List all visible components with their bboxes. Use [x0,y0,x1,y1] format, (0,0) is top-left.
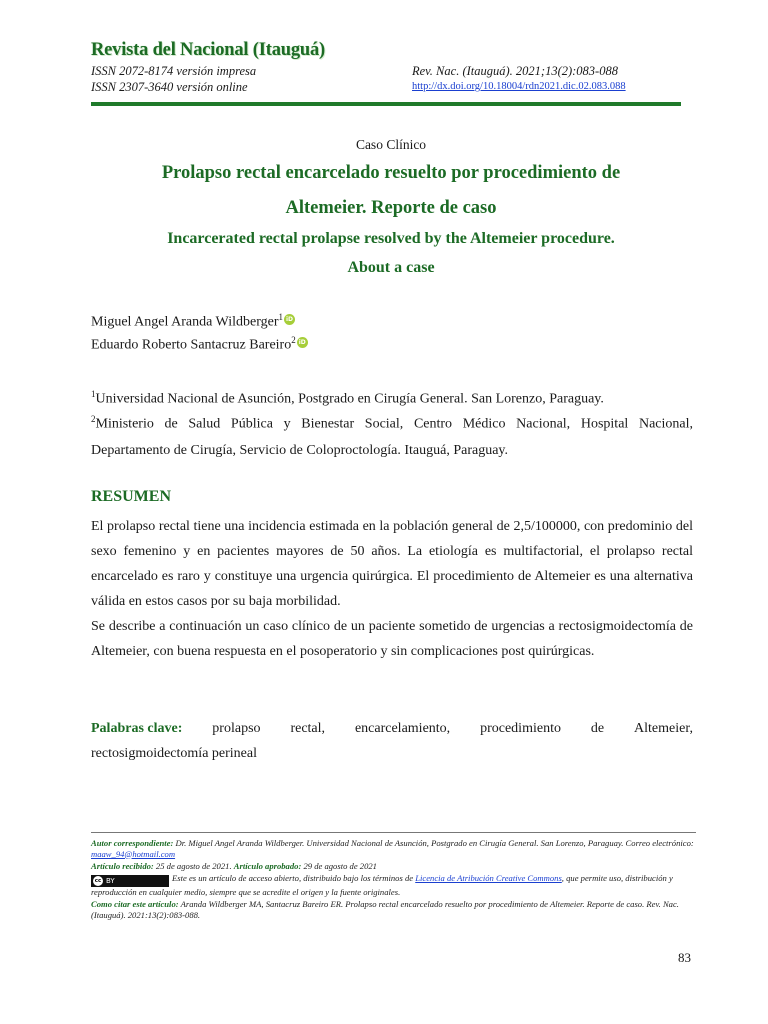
affiliation-2 [91,406,693,464]
approved-date: 29 de agosto de 2021 [301,861,377,871]
footnote-divider [91,832,696,833]
cc-badge-cc: cc [94,878,102,884]
cc-by-license-icon[interactable] [91,875,169,887]
abstract-heading: RESUMEN [91,488,172,505]
section-type: Caso Clínico [355,137,427,152]
author-name: Miguel Angel Aranda Wildberger [91,314,279,330]
affiliation-sup: 1 [91,389,96,399]
keyword-word: prolapso [212,721,261,736]
license-text-after: , que permite uso, distribución y reproducción en cualquier medio, siempre que se acredite el origen y la fuente originales. [91,873,673,897]
author-affil-sup: 1 [278,312,283,322]
author-name: Eduardo Roberto Santacruz Bareiro [91,337,292,353]
keyword-word: rectal, [290,721,326,736]
email-link[interactable]: maaw_94@hotmail.com [91,848,176,859]
keywords-line-2: rectosigmoidectomía perineal [91,746,257,761]
abstract-paragraph-2: Se describe a continuación un caso clínico de un paciente sometido de urgencias a rectosigmoidectomía de Altemeier, con buena respuesta en el posoperatorio y sin complicaciones post quirúrgicas. [91,619,693,659]
issn-online: ISSN 2307-3640 versión online [91,80,248,94]
issn-print: ISSN 2072-8174 versión impresa [91,64,257,78]
journal-name: Revista del Nacional (Itauguá) [91,40,325,60]
license-link[interactable]: Licencia de Atribución Creative Commons [415,873,562,883]
title-es-line2: Altemeier. Reporte de caso [285,198,497,218]
keyword-word: encarcelamiento, [354,721,451,736]
corresponding-author-note [91,838,697,859]
corresponding-text: Dr. Miguel Angel Aranda Wildberger. Universidad Nacional de Asunción, Postgrado en Cirugía General. San Lorenzo, Paraguay. Correo electrónico: [173,838,694,848]
journal-citation: Rev. Nac. (Itauguá). 2021;13(2):083-088 [412,64,618,78]
corresponding-label: Autor correspondiente: [91,838,174,848]
received-label: Artículo recibido: [91,861,154,871]
page-number: 83 [678,950,691,965]
affiliation-sup: 2 [91,414,96,424]
author-affil-sup: 2 [291,335,296,345]
license-note [91,873,697,898]
header-divider [91,102,681,106]
keyword-word: Altemeier, [634,721,693,736]
title-es-line1: Prolapso rectal encarcelado resuelto por procedimiento de [161,163,621,183]
title-en-line2: About a case [347,259,435,276]
dates-note [91,861,697,872]
cite-label: Como citar este artículo: [91,899,179,909]
keywords-label: Palabras clave: [91,721,183,736]
keywords-line-1 [91,716,693,741]
cc-badge-by: BY [106,877,115,885]
citation-note [91,899,697,920]
affiliation-text: Universidad Nacional de Asunción, Postgrado en Cirugía General. San Lorenzo, Paraguay. [95,391,604,407]
keyword-word: procedimiento [480,721,561,736]
affiliation-text: Ministerio de Salud Pública y Bienestar Social, Centro Médico Nacional, Hospital Nacional, Departamento de Cirugía, Servicio de Coloproctología. Itauguá, Paraguay. [91,416,693,458]
abstract-paragraph-1: El prolapso rectal tiene una incidencia estimada en la población general de 2,5/100000, con predominio del sexo femenino y en pacientes mayores de 50 años. La etiología es multifactorial, el prolapso rectal encarcelado es raro y constituye una urgencia quirúrgica. El procedimiento de Altemeier es una alternativa válida en estos casos por su baja morbilidad. [91,519,693,609]
license-text-before: Este es un artículo de acceso abierto, distribuido bajo los términos de [172,873,416,883]
title-en-line1: Incarcerated rectal prolapse resolved by the Altemeier procedure. [167,230,615,247]
cite-text: Aranda Wildberger MA, Santacruz Bareiro ER. Prolapso rectal encarcelado resuelto por procedimiento de Altemeier. Reporte de caso. Rev. Nac. (Itauguá). 2021:13(2):083-088. [91,899,679,920]
doi-link[interactable]: http://dx.doi.org/10.18004/rdn2021.dic.02.083.088 [412,81,626,92]
orcid-icon[interactable]: iD [298,338,306,346]
keyword-word: de [590,721,605,736]
author-1 [91,312,295,331]
author-2 [91,335,308,354]
orcid-icon[interactable]: iD [285,315,294,323]
keywords [91,716,693,766]
received-date: 25 de agosto de 2021. [153,861,234,871]
approved-label: Artículo aprobado: [233,861,302,871]
